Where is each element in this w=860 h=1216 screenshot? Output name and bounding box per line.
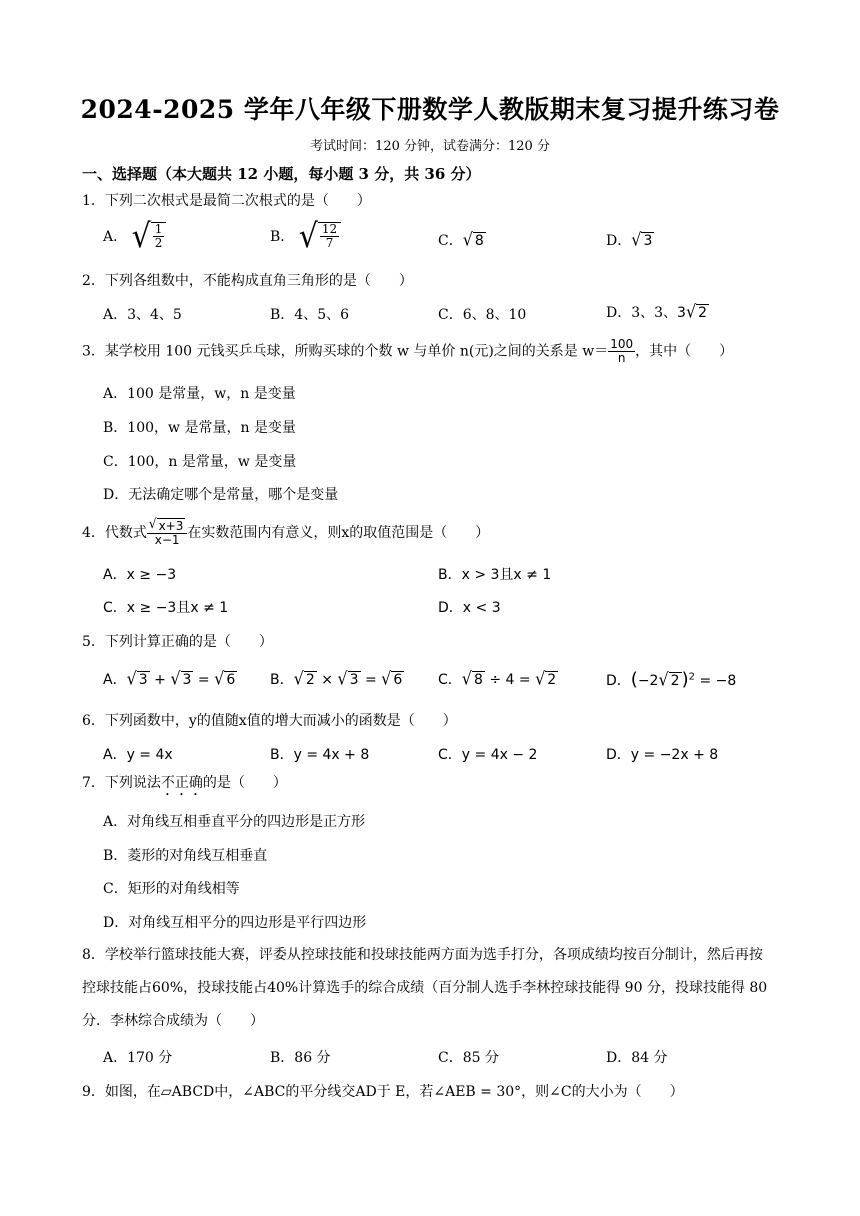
sqrt-symbol: √ 2 (685, 301, 708, 322)
question-5-option-c: C． √ 8 ÷ 4 = √ 2 (438, 668, 557, 689)
fraction: $\frac{100}{n}$ (610, 337, 634, 366)
sqrt-symbol: √ $\frac{12}{7}$ (299, 222, 341, 252)
section-heading: 一、选择题（本大题共 12 小题，每小题 3 分，共 36 分） (82, 165, 481, 183)
exam-title: 2024-2025 学年八年级下册数学人教版期末复习提升练习卷 (80, 95, 780, 124)
question-7-option-c: C．矩形的对角线相等 (103, 881, 240, 897)
question-3-option-b: B．100，w 是常量，n 是变量 (103, 420, 296, 436)
fraction: √ x+3 x−1 (147, 518, 187, 548)
question-7-option-b: B．菱形的对角线互相垂直 (103, 848, 268, 864)
question-7-stem: 7．下列说法不正确的是（ ） (82, 775, 287, 791)
question-5-option-b: B． √ 2 × √ 3 = √ 6 (270, 668, 403, 689)
question-8-stem: 8．学校举行篮球技能大赛，评委从控球技能和投球技能两方面为选手打分，各项成绩均按百分制计，然后再按控球技能占60%，投球技能占40%计算选手的综合成绩（百分制人选手李林控球技能得 90 分，投球技能得 80 分．李林综合成绩为（ ） (82, 947, 768, 1029)
question-5-option-a: A． √ 3 + √ 3 = √ 6 (103, 668, 236, 689)
question-1-stem: 1．下列二次根式是最简二次根式的是（ ） (82, 193, 371, 209)
sqrt-symbol: √ $\frac{1}{2}$ (132, 222, 167, 252)
question-4-option-b: B．x > 3且x ≠ 1 (438, 567, 552, 583)
question-8-option-c: C．85 分 (438, 1050, 499, 1066)
question-5-option-d: D．(−2 √ 2 )$^2$ = −8 (606, 669, 737, 690)
question-4-option-a: A．x ≥ −3 (103, 567, 177, 583)
question-4-option-d: D．x < 3 (438, 600, 501, 616)
question-8-option-b: B．86 分 (270, 1050, 331, 1066)
sqrt-symbol: √ 8 (462, 229, 484, 250)
exam-subtitle: 考试时间：120 分钟，试卷满分：120 分 (310, 139, 550, 154)
emphasized-text: 不正确 (160, 775, 203, 791)
question-7-option-a: A．对角线互相垂直平分的四边形是正方形 (103, 814, 366, 830)
question-6-option-a: A．y = 4x (103, 747, 173, 763)
question-2-option-c: C．6、8、10 (438, 307, 527, 323)
question-3-stem: 3．某学校用 100 元钱买乒乓球，所购买球的个数 w 与单价 n(元)之间的关系是 w＝ $\frac{100}{n}$ ，其中（ ） (82, 337, 734, 366)
question-4-stem: 4．代数式 √ x+3 x−1 在实数范围内有意义，则x的取值范围是（ ） (82, 516, 490, 548)
question-1-option-d: D． √ 3 (606, 229, 653, 250)
question-6-option-d: D．y = −2x + 8 (606, 747, 719, 763)
question-2-option-b: B．4、5、6 (270, 307, 350, 323)
question-3-option-d: D．无法确定哪个是常量，哪个是变量 (103, 487, 339, 503)
sqrt-symbol: √ 3 (631, 229, 653, 250)
question-1-option-c: C． √ 8 (438, 229, 484, 250)
question-6-option-b: B．y = 4x + 8 (270, 747, 370, 763)
question-6-option-c: C．y = 4x − 2 (438, 747, 538, 763)
question-1-option-b: B． √ $\frac{12}{7}$ (270, 222, 341, 252)
question-2-stem: 2．下列各组数中，不能构成直角三角形的是（ ） (82, 273, 413, 289)
question-8-option-d: D．84 分 (606, 1050, 668, 1066)
question-2-option-d: D．3、3、3 √ 2 (606, 301, 708, 322)
question-3-option-c: C．100，n 是常量，w 是变量 (103, 454, 297, 470)
question-2-option-a: A．3、4、5 (103, 307, 182, 323)
question-1-option-a: A． √ $\frac{1}{2}$ (103, 222, 166, 252)
question-3-option-a: A．100 是常量，w，n 是变量 (103, 386, 296, 402)
question-5-stem: 5．下列计算正确的是（ ） (82, 634, 273, 650)
question-8-option-a: A．170 分 (103, 1050, 173, 1066)
question-9-stem: 9．如图，在▱ABCD中，∠ABC的平分线交AD于 E，若∠AEB = 30°，则∠C的大小为（ ） (82, 1084, 684, 1100)
question-7-option-d: D．对角线互相平分的四边形是平行四边形 (103, 915, 367, 931)
question-4-option-c: C．x ≥ −3且x ≠ 1 (103, 600, 229, 616)
question-6-stem: 6．下列函数中，y的值随x值的增大而减小的函数是（ ） (82, 713, 457, 729)
